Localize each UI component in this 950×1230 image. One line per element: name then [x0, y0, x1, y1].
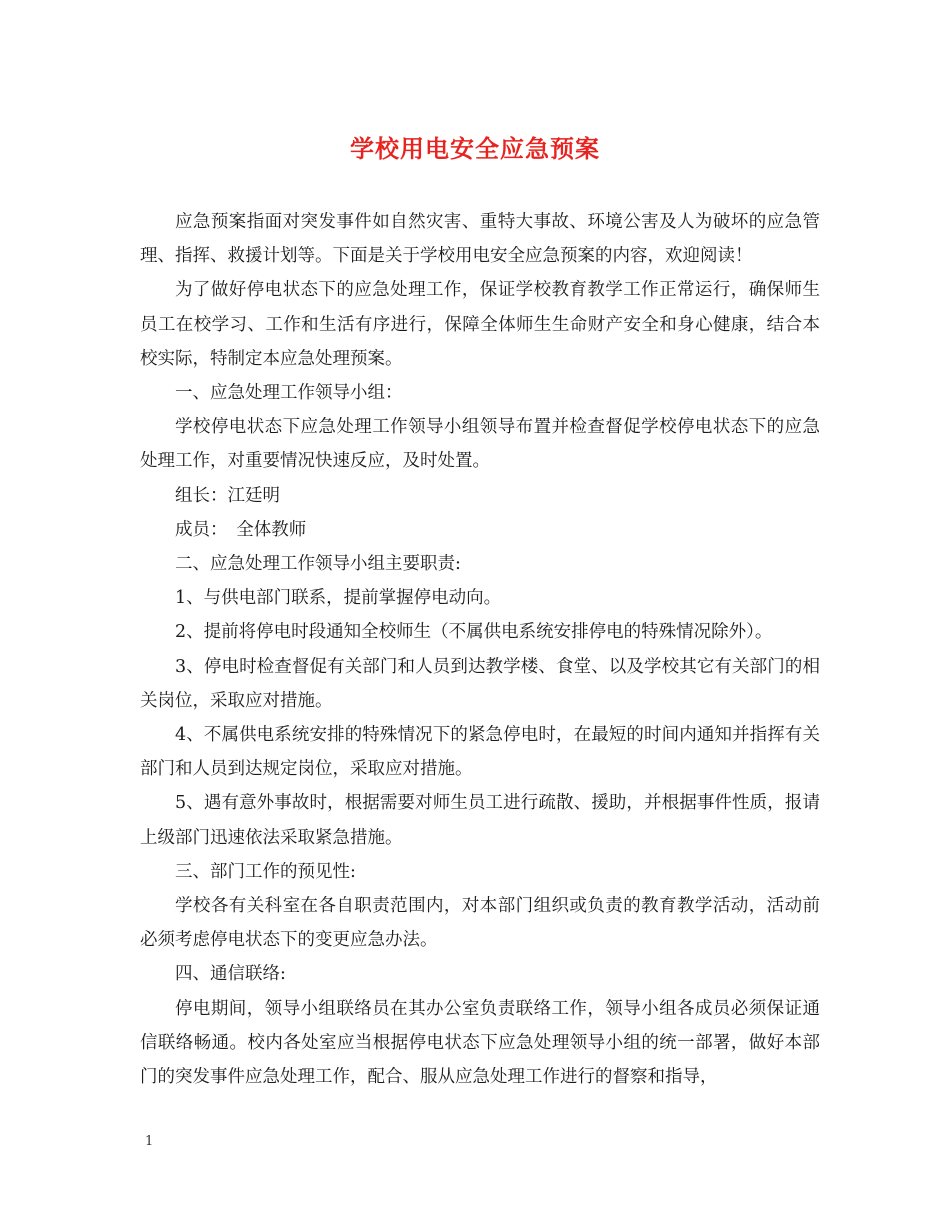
- section-heading-communication: 四、通信联络:: [175, 964, 286, 985]
- paragraph-members: 成员： 全体教师: [175, 519, 307, 540]
- list-item-duty-5: 5、遇有意外事故时，根据需要对师生员工进行疏散、援助，并根据事件性质，报请上级部门迅速依法采取紧急措施。: [140, 793, 820, 848]
- list-item-duty-2: 2、提前将停电时段通知全校师生（不属供电系统安排停电的特殊情况除外）。: [175, 622, 773, 643]
- paragraph-communication: 停电期间，领导小组联络员在其办公室负责联络工作，领导小组各成员必须保证通信联络畅通。校内各处室应当根据停电状态下应急处理领导小组的统一部署，做好本部门的突发事件应急处理工作，配合、服从应急处理工作进行的督察和指导，: [140, 998, 820, 1088]
- section-heading-foresight: 三、部门工作的预见性:: [175, 861, 356, 882]
- list-item-duty-3: 3、停电时检查督促有关部门和人员到达教学楼、食堂、以及学校其它有关部门的相关岗位，采取应对措施。: [140, 656, 820, 711]
- document-body: [140, 205, 820, 1094]
- list-item-duty-4: 4、不属供电系统安排的特殊情况下的紧急停电时，在最短的时间内通知并指挥有关部门和人员到达规定岗位，采取应对措施。: [140, 725, 820, 780]
- paragraph-foresight: 学校各有关科室在各自职责范围内，对本部门组织或负责的教育教学活动，活动前必须考虑停电状态下的变更应急办法。: [140, 896, 820, 951]
- paragraph-leadership: 学校停电状态下应急处理工作领导小组领导布置并检查督促学校停电状态下的应急处理工作，对重要情况快速反应，及时处置。: [140, 417, 820, 472]
- document-title: 学校用电安全应急预案: [350, 134, 600, 163]
- page-number: 1: [145, 1134, 154, 1149]
- list-item-duty-1: 1、与供电部门联系，提前掌握停电动向。: [175, 588, 502, 609]
- section-heading-leadership: 一、应急处理工作领导小组：: [175, 383, 403, 404]
- paragraph-leader: 组长：江廷明: [175, 485, 280, 506]
- paragraph-purpose: 为了做好停电状态下的应急处理工作，保证学校教育教学工作正常运行，确保师生员工在校学习、工作和生活有序进行，保障全体师生生命财产安全和身心健康，结合本校实际，特制定本应急处理预案。: [140, 280, 820, 369]
- section-heading-duties: 二、应急处理工作领导小组主要职责:: [175, 554, 461, 575]
- paragraph-intro: 应急预案指面对突发事件如自然灾害、重特大事故、环境公害及人为破坏的应急管理、指挥、救援计划等。下面是关于学校用电安全应急预案的内容，欢迎阅读！: [140, 212, 820, 267]
